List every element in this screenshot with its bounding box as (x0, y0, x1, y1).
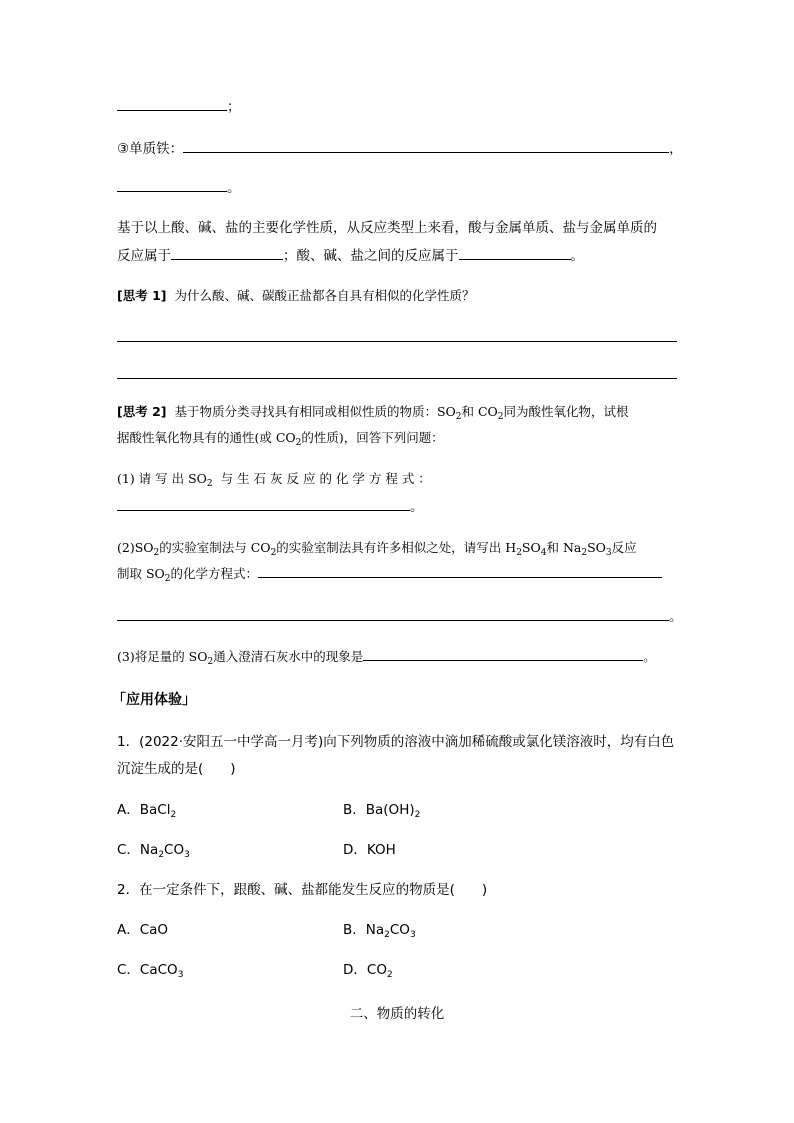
question-1-line-1: 1．(2022·安阳五一中学高一月考)向下列物质的溶液中滴加稀硫酸或氯化镁溶液时，均有白色 (117, 734, 675, 750)
q2-option-a[interactable]: A．CaO (117, 922, 169, 938)
fill-blank[interactable] (117, 606, 669, 621)
answer-rule[interactable] (117, 341, 677, 342)
q2-option-d[interactable]: D．$CO_2$ (343, 962, 393, 980)
q2-option-c[interactable]: C．CaCO$_3$ (117, 962, 184, 980)
fill-blank[interactable] (117, 96, 227, 111)
think2-tag: [思考 2] (117, 404, 167, 419)
answer-line-1: ； (117, 96, 677, 117)
think1-question: [思考 1] 为什么酸、碱、碳酸正盐都各自具有相似的化学性质？ (117, 288, 475, 303)
section-heading: 二、物质的转化 (349, 1006, 445, 1022)
answer-line-3: 。 (117, 177, 677, 198)
fill-blank[interactable] (183, 138, 669, 153)
fill-blank[interactable] (363, 646, 643, 661)
q1-option-a[interactable]: A．BaCl$_2$ (117, 802, 177, 820)
summary-line-1: 基于以上酸、碱、盐的主要化学性质，从反应类型上来看，酸与金属单质、盐与金属单质的 (117, 220, 657, 236)
q1-option-b[interactable]: B．$Ba(OH)_2$ (343, 802, 421, 820)
think2-q1: (1) 请 写 出 $SO_2$ 与 生 石 灰 反 应 的 化 学 方 程 式 ： (117, 471, 431, 489)
summary-line-2: 反应属于 ；酸、碱、盐之间的反应属于 。 (117, 245, 677, 266)
fill-blank[interactable] (117, 177, 227, 192)
question-1-line-2: 沉淀生成的是( ) (117, 761, 236, 777)
iron-label: ③单质铁： (117, 141, 184, 157)
fill-blank[interactable] (258, 563, 662, 578)
think2-q2-line2: 制取 $SO_2$的化学方程式： (117, 563, 677, 584)
question-2-line-1: 2．在一定条件下，跟酸、碱、盐都能发生反应的物质是( ) (117, 882, 488, 898)
think2-line-1: [思考 2] 基于物质分类寻找具有相同或相似性质的物质：$SO_2$和 $CO_2$同为酸性氧化物，试根 (117, 404, 629, 422)
q2-option-b[interactable]: B．$Na_2CO_3$ (343, 922, 416, 940)
fill-blank[interactable] (117, 496, 410, 511)
answer-line-iron: ③单质铁： ， (117, 138, 677, 159)
think2-q2-answer: 。 (117, 606, 677, 627)
think2-q2: $(2)SO_2$的实验室制法与 $CO_2$的实验室制法具有许多相似之处，请写出 $H_2SO_4$和 $Na_2SO_3$反应 (117, 540, 637, 558)
q1-option-d[interactable]: D．KOH (343, 842, 396, 858)
answer-rule[interactable] (117, 378, 677, 379)
section-title: 「应用体验」 (112, 692, 196, 708)
fill-blank[interactable] (459, 245, 571, 260)
fill-blank[interactable] (171, 245, 283, 260)
think2-line-2: 据酸性氧化物具有的通性(或 $CO_2$的性质)，回答下列问题： (117, 430, 444, 448)
think2-q1-answer: 。 (117, 496, 677, 517)
q1-option-c[interactable]: C．$Na_2CO_3$ (117, 842, 190, 860)
think1-tag: [思考 1] (117, 288, 167, 303)
think2-q3: (3)将足量的 $SO_2$通入澄清石灰水中的现象是 。 (117, 646, 677, 667)
